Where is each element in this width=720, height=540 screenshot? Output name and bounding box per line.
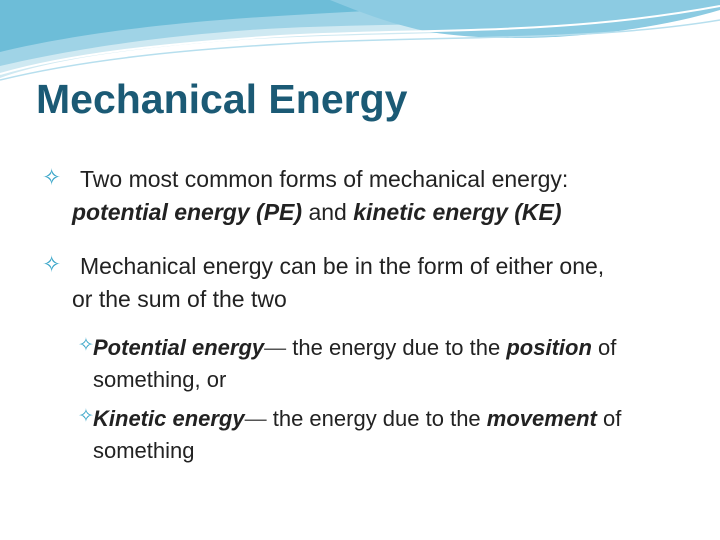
em-dash: — xyxy=(244,406,267,431)
kinetic-energy-term: kinetic energy (KE) xyxy=(353,199,562,225)
star-sub-bullet-icon: ✧ xyxy=(78,406,94,427)
em-dash: — xyxy=(264,335,287,360)
definition-continued: something, or xyxy=(93,367,227,392)
slide-title: Mechanical Energy xyxy=(36,76,408,122)
definition-continued: something xyxy=(93,438,195,463)
bullet-text: Two most common forms of mechanical energy: xyxy=(80,166,569,192)
potential-energy-heading: Potential energy xyxy=(93,335,265,360)
bullet-text-continued: or the sum of the two xyxy=(72,286,287,312)
definition-text: the energy due to the xyxy=(272,406,481,431)
star-sub-bullet-icon: ✧ xyxy=(78,335,94,356)
sub-bullet-kinetic-energy xyxy=(93,403,621,467)
star-bullet-icon: ✧ xyxy=(42,251,62,277)
star-bullet-icon: ✧ xyxy=(42,164,62,190)
definition-text: the energy due to the xyxy=(292,335,501,360)
kinetic-energy-heading: Kinetic energy xyxy=(93,406,245,431)
bullet-mechanical-energy-forms xyxy=(72,163,568,229)
position-keyword: position xyxy=(506,335,592,360)
conjunction-text: and xyxy=(308,199,347,225)
sub-bullet-potential-energy xyxy=(93,332,616,396)
definition-text-end: of xyxy=(602,406,622,431)
potential-energy-term: potential energy (PE) xyxy=(72,199,303,225)
bullet-either-or-sum xyxy=(72,250,604,316)
bullet-text: Mechanical energy can be in the form of either one, xyxy=(80,253,605,279)
movement-keyword: movement xyxy=(486,406,597,431)
definition-text-end: of xyxy=(598,335,617,360)
